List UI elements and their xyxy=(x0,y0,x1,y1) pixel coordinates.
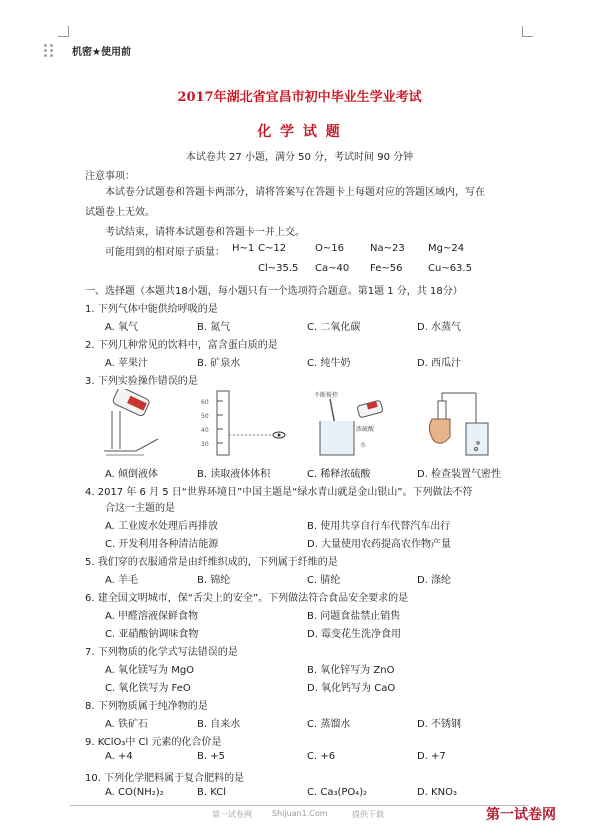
atomic-mass: Ca~40 xyxy=(315,263,350,274)
option: D. 涤纶 xyxy=(417,575,452,586)
question-stem: 1. 下列气体中能供给呼吸的是 xyxy=(85,304,218,315)
confidential-label: 机密★使用前 xyxy=(72,47,131,58)
option: D. 霉变花生洗净食用 xyxy=(307,629,402,640)
option: C. Ca₃(PO₄)₂ xyxy=(307,787,368,798)
option: B. KCl xyxy=(197,787,226,798)
question-stem: 7. 下列物质的化学式写法错误的是 xyxy=(85,647,238,658)
footer-url: Shijuan1.Com xyxy=(272,809,328,818)
option: C. 腈纶 xyxy=(307,575,341,586)
option: C. 蒸馏水 xyxy=(307,719,351,730)
notes-heading: 注意事项： xyxy=(85,171,135,182)
option: B. 自来水 xyxy=(197,719,241,730)
reading-volume-figure xyxy=(195,389,290,459)
exam-title: 2017年湖北省宜昌市初中毕业生学业考试 xyxy=(177,90,422,105)
atomic-mass: H~1 xyxy=(232,243,255,254)
question-stem: 8. 下列物质属于纯净物的是 xyxy=(85,701,208,712)
option: D. 大量使用农药提高农作物产量 xyxy=(307,539,452,550)
exam-info: 本试卷共 27 小题，满分 50 分，考试时间 90 分钟 xyxy=(185,152,414,163)
tick-label: 50 xyxy=(201,413,209,420)
option: B. 氮气 xyxy=(197,322,231,333)
option: C. 氧化铁写为 FeO xyxy=(105,683,191,694)
option: A. +4 xyxy=(105,751,133,762)
option: B. 锦纶 xyxy=(197,575,231,586)
atomic-mass: Cu~63.5 xyxy=(428,263,472,274)
footer-note: 提供下载 xyxy=(352,810,384,819)
option: A. CO(NH₂)₂ xyxy=(105,787,164,798)
option: C. 稀释浓硫酸 xyxy=(307,469,371,480)
question-stem: 10. 下列化学肥料属于复合肥料的是 xyxy=(85,773,245,784)
option: B. 使用共享自行车代替汽车出行 xyxy=(307,521,451,532)
question-stem: 2. 下列几种常见的饮料中，富含蛋白质的是 xyxy=(85,340,278,351)
option: D. 西瓜汁 xyxy=(417,358,462,369)
option: A. 工业废水处理后再排放 xyxy=(105,521,219,532)
option: D. KNO₃ xyxy=(417,787,457,798)
page-corner-mark xyxy=(58,26,69,37)
option: D. 检查装置气密性 xyxy=(417,469,502,480)
page-corner-mark xyxy=(522,26,533,37)
option: A. 苹果汁 xyxy=(105,358,149,369)
option: D. 水蒸气 xyxy=(417,322,462,333)
option: B. 矿泉水 xyxy=(197,358,241,369)
question-stem: 3. 下列实验操作错误的是 xyxy=(85,376,198,387)
option: B. 氧化锌写为 ZnO xyxy=(307,665,395,676)
question-stem: 6. 建全国文明城市，保“舌尖上的安全”。下列做法符合食品安全要求的是 xyxy=(85,593,409,604)
option: B. 读取液体体积 xyxy=(197,469,271,480)
option: A. 羊毛 xyxy=(105,575,139,586)
question-stem: 合这一主题的是 xyxy=(105,503,175,514)
atomic-mass: C~12 xyxy=(258,243,287,254)
option: A. 倾倒液体 xyxy=(105,469,159,480)
option: B. +5 xyxy=(197,751,225,762)
footer-site: 第一试卷网 xyxy=(212,810,252,819)
question-stem: 9. KClO₃中 Cl 元素的化合价是 xyxy=(85,737,222,748)
notes-paragraph: 试题卷上无效。 xyxy=(85,207,155,218)
drag-handle-icon[interactable] xyxy=(44,44,56,58)
option: C. 纯牛奶 xyxy=(307,358,351,369)
tick-label: 60 xyxy=(201,399,209,406)
diluting-acid-figure xyxy=(310,389,400,459)
option: A. 氧化镁写为 MgO xyxy=(105,665,195,676)
tick-label: 40 xyxy=(201,427,209,434)
exam-subject: 化 学 试 题 xyxy=(257,124,342,140)
option: B. 问题食盐禁止销售 xyxy=(307,611,401,622)
water-label: 水 xyxy=(360,442,367,449)
option: A. 氧气 xyxy=(105,322,139,333)
option: A. 甲醛溶液保鲜食物 xyxy=(105,611,199,622)
pouring-liquid-figure xyxy=(92,389,182,459)
tick-label: 30 xyxy=(201,441,209,448)
option: C. 开发利用各种清洁能源 xyxy=(105,539,219,550)
section-heading: 一、选择题（本题共18小题，每小题只有一个选项符合题意。第1题 1 分，共 18分） xyxy=(85,286,463,297)
option: C. 二氧化碳 xyxy=(307,322,361,333)
option: C. +6 xyxy=(307,751,336,762)
option: C. 亚硝酸钠调味食物 xyxy=(105,629,199,640)
notes-paragraph: 本试卷分试题卷和答题卡两部分，请将答案写在答题卡上每题对应的答题区域内，写在 xyxy=(105,187,485,198)
acid-label: 浓硫酸 xyxy=(356,426,375,433)
stir-label: 不断搅拌 xyxy=(314,392,339,399)
atomic-mass: Mg~24 xyxy=(428,243,465,254)
option: D. 氧化钙写为 CaO xyxy=(307,683,396,694)
notes-paragraph: 考试结束，请将本试题卷和答题卡一并上交。 xyxy=(105,227,305,238)
brand-logo: 第一试卷网 xyxy=(486,807,556,823)
question-stem: 4. 2017 年 6 月 5 日“世界环境日”中国主题是“绿水青山就是金山银山”。下列做法不符 xyxy=(85,487,473,498)
atomic-mass: Cl~35.5 xyxy=(258,263,299,274)
atomic-mass: Na~23 xyxy=(370,243,405,254)
option: A. 铁矿石 xyxy=(105,719,149,730)
option: D. +7 xyxy=(417,751,446,762)
atomic-mass: O~16 xyxy=(315,243,344,254)
atomic-mass: Fe~56 xyxy=(370,263,403,274)
question-stem: 5. 我们穿的衣服通常是由纤维织成的，下列属于纤维的是 xyxy=(85,557,338,568)
airtightness-check-figure xyxy=(420,389,510,459)
atomic-mass-label: 可能用到的相对原子质量： xyxy=(105,247,225,258)
option: D. 不锈钢 xyxy=(417,719,462,730)
footer-divider xyxy=(70,805,529,806)
